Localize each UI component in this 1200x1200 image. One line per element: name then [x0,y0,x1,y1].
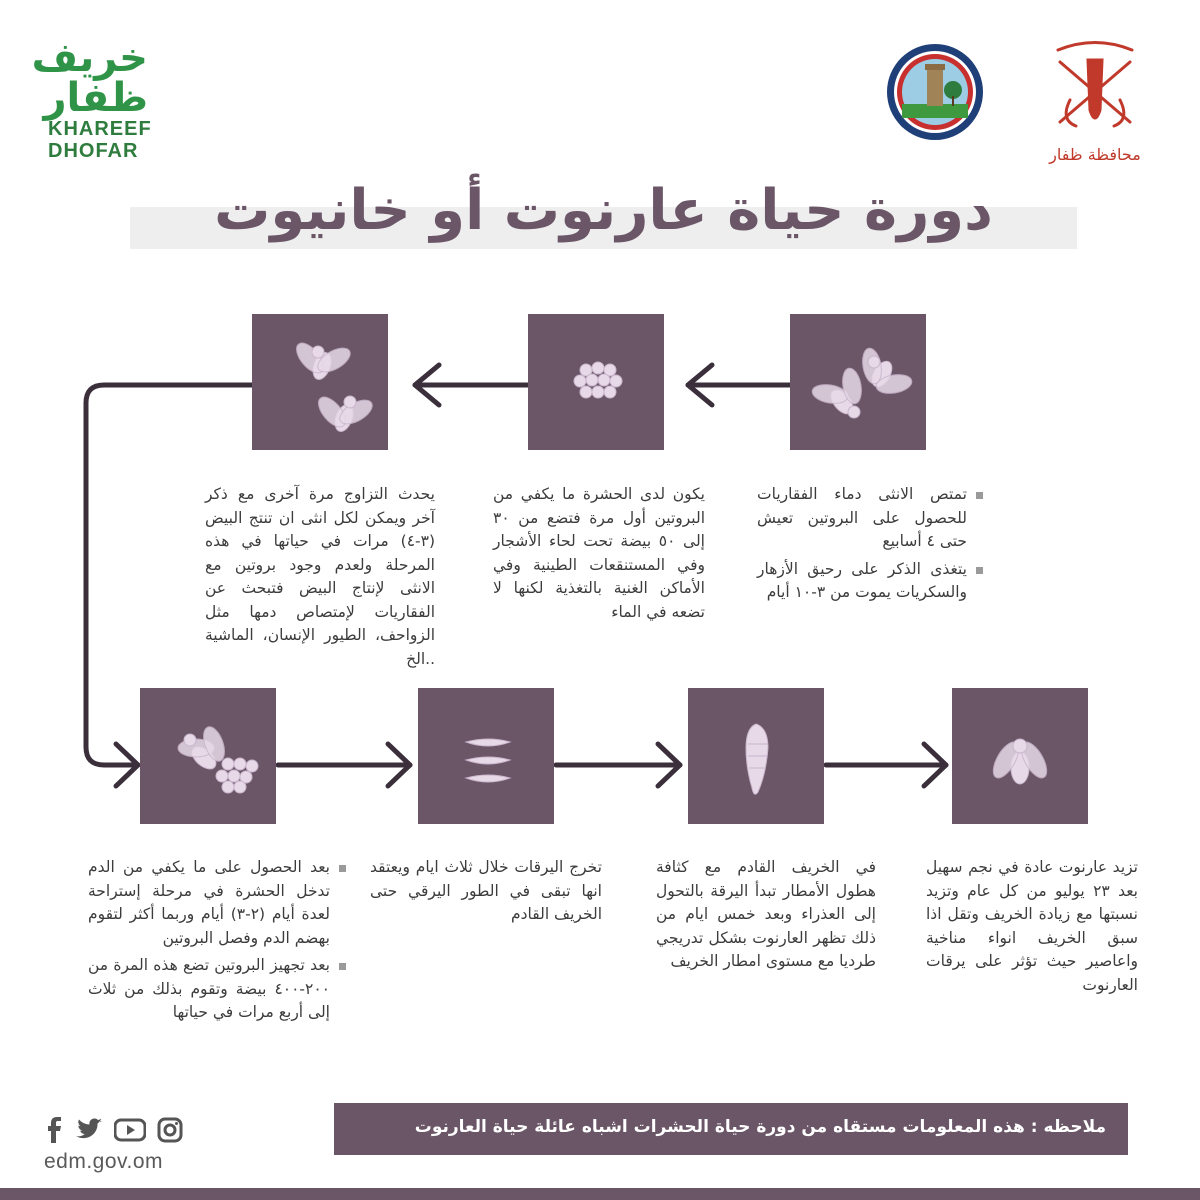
website-link[interactable]: edm.gov.om [44,1150,163,1173]
pupa-icon [688,688,824,824]
oman-emblem-icon [1030,30,1160,164]
stage-card-eggs [528,314,664,450]
fly-eggs-bullet-2: بعد تجهيز البروتين تضع هذه المرة من ٢٠٠-٤٠٠ بيضة وتقوم بذلك من ثلاث إلى أربع مرات في حياتها [88,954,348,1025]
stage-card-pupa [688,688,824,824]
page-title: دورة حياة عارنوت أو خانيوت [214,178,993,243]
logo-english-line1: KHAREEF [48,118,152,140]
stage-text-larvae [370,856,602,927]
stage-text-single-fly [926,856,1138,997]
two-adult-flies-icon [790,314,926,450]
governorate-label: محافظة ظفار [1049,145,1141,164]
khareef-dhofar-logo [31,35,152,162]
single-fly-description: تزيد عارنوت عادة في نجم سهيل بعد ٢٣ يوليو من كل عام وتزيد نسبتها مع زيادة الخريف وتقل اذا سبق الخريف انواء مناخية واعاصير حيث تؤثر على يرقات العارنوت [926,858,1138,994]
adult-flies-bullet-1: تمتص الانثى دماء الفقاريات للحصول على البروتين تعيش حتى ٤ أسابيع [757,483,985,554]
arrowhead-bottom-2 [658,744,680,786]
single-fly-icon [952,688,1088,824]
arrowhead-top-2 [415,365,439,405]
arrowhead-loop [116,744,138,786]
arrowhead-bottom-1 [388,744,410,786]
stage-text-adult-flies [757,483,985,605]
bottom-bar [0,1188,1200,1200]
youtube-icon[interactable] [114,1118,146,1146]
arrowhead-bottom-3 [924,744,946,786]
twitter-icon[interactable] [75,1118,103,1146]
fly-eggs-bullet-1: بعد الحصول على ما يكفي من الدم تدخل الحشرة في مرحلة إستراحة لعدة أيام (٢-٣) أيام وربما أكثر لتقوم بهضم الدم وفصل البروتين [88,856,348,950]
stage-text-pupa [656,856,876,974]
facebook-icon[interactable] [44,1117,64,1147]
three-larvae-icon [418,688,554,824]
egg-cluster-icon [528,314,664,450]
stage-card-adult-flies [790,314,926,450]
instagram-icon[interactable] [157,1117,183,1147]
stage-text-fly-eggs [88,856,348,1025]
logo-english-line2: DHOFAR [48,140,139,162]
social-links [44,1117,194,1147]
stage-card-mating [252,314,388,450]
eggs-description: يكون لدى الحشرة ما يكفي من البروتين أول مرة فتضع من ٣٠ إلى ٥٠ بيضة تحت لحاء الأشجار وفي المستنقعات الطينية وفي الأماكن الغنية بالتغذية لكنها لا تضعه في الماء [493,485,705,621]
adult-flies-bullet-2: يتغذى الذكر على رحيق الأزهار والسكريات يموت من ٣-١٠ أيام [757,558,985,605]
pupa-description: في الخريف القادم مع كثافة هطول الأمطار تبدأ اليرقة بالتحول إلى العذراء وبعد خمس ايام من ذلك تظهر العارنوت بشكل تدريجي طرديا مع مستوى امطار الخريف [656,858,876,970]
larvae-description: تخرج اليرقات خلال ثلاث ايام ويعتقد انها تبقى في الطور اليرقي حتى الخريف القادم [370,858,602,923]
note-banner: ملاحظه : هذه المعلومات مستقاه من دورة حياة الحشرات اشباه عائلة حياة العارنوت [334,1103,1128,1155]
stage-card-single-fly [952,688,1088,824]
arrowhead-top-1 [688,365,712,405]
stage-text-mating [205,483,435,671]
logo-arabic-text: خريف ظفار [31,35,148,121]
mating-flies-icon [252,314,388,450]
stage-text-eggs [493,483,705,624]
fly-with-eggs-icon [140,688,276,824]
stage-card-fly-eggs [140,688,276,824]
municipality-seal-icon [885,42,985,142]
stage-card-larvae [418,688,554,824]
mating-description: يحدث التزاوج مرة آخرى مع ذكر آخر ويمكن لكل انثى ان تنتج البيض (٣-٤) مرات في حياتها في هذه المرحلة ولعدم وجود بروتين مع الانثى لإنتاج البيض فتبحث عن الفقاريات لإمتصاص دمها مثل الزواحف، الطيور الإنسان، الماشية ..الخ [205,485,435,668]
